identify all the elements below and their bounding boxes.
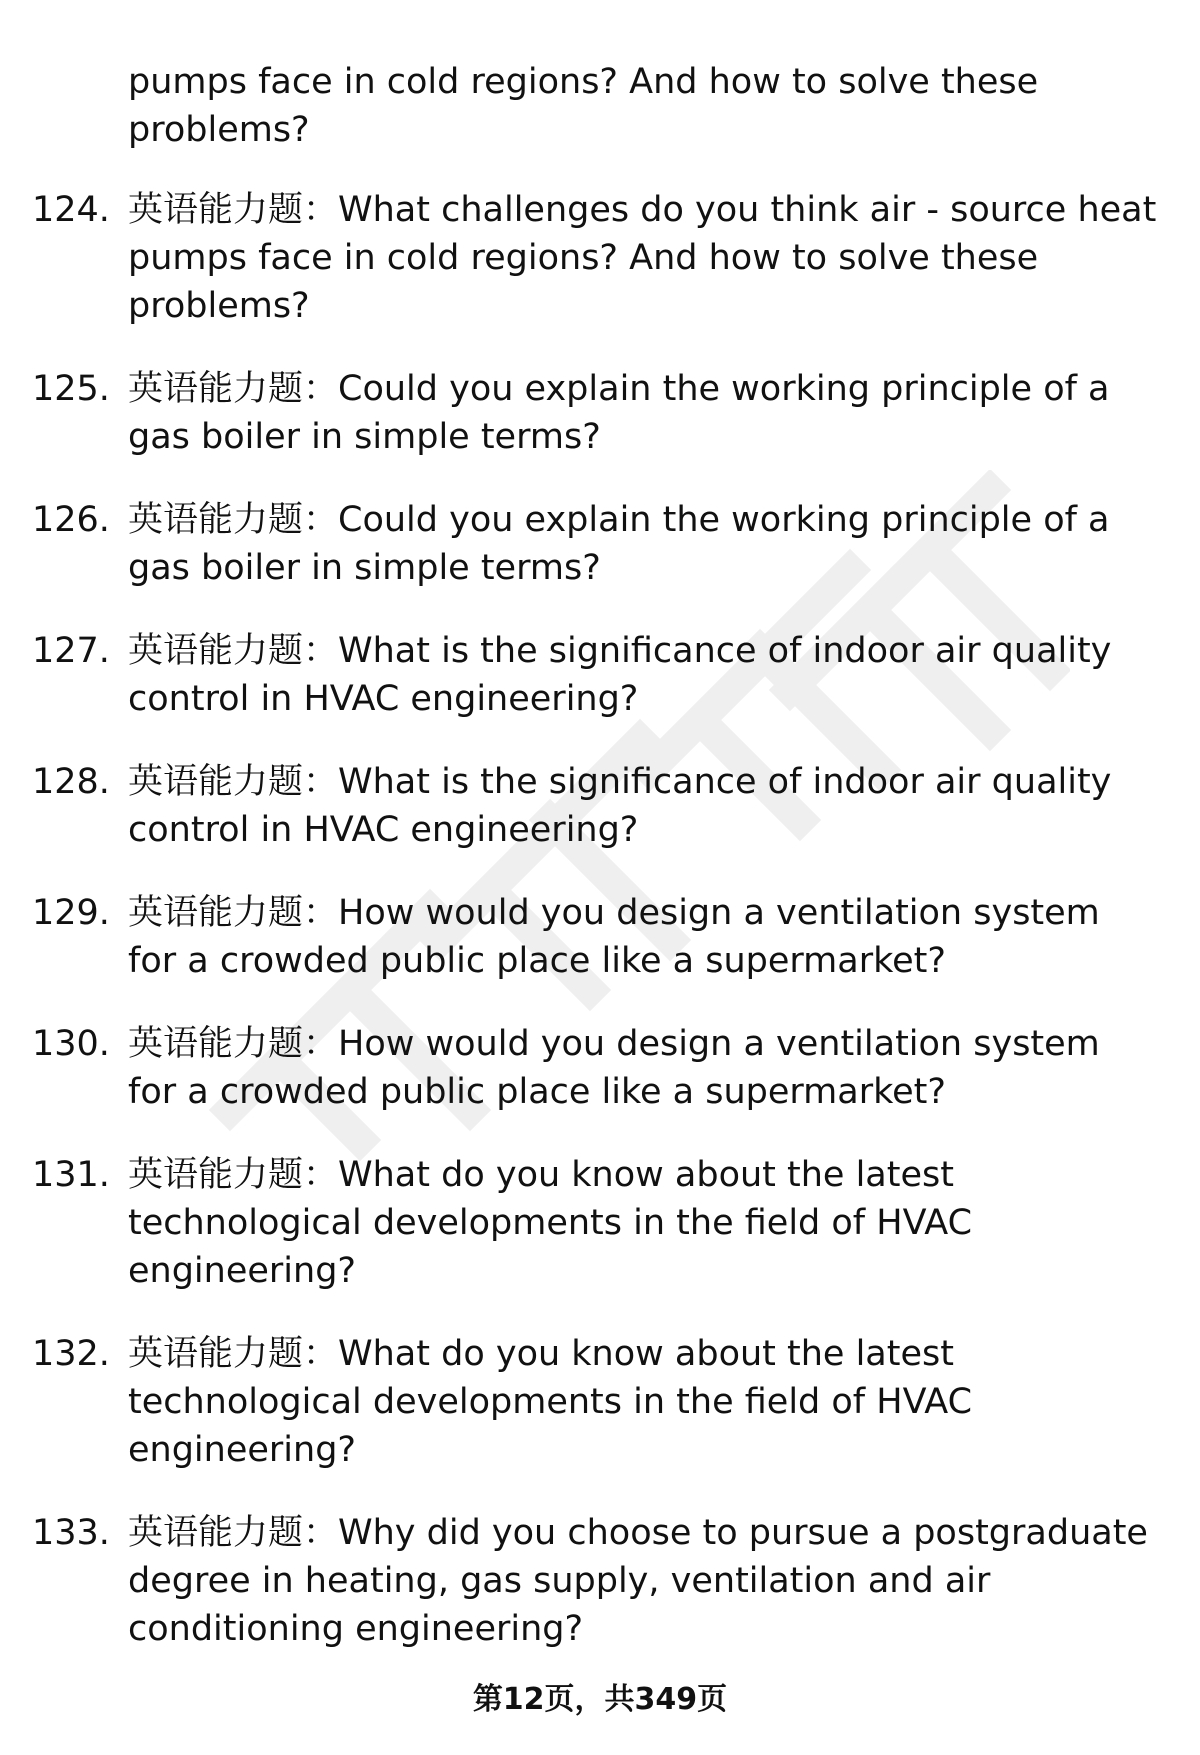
question-item [0,496,1158,592]
question-number: 126. [32,500,110,540]
question-category-label: 英语能力题： [128,1024,339,1064]
question-number: 128. [32,762,110,802]
question-number: 127. [32,631,110,671]
question-number: 132. [32,1334,110,1374]
question-number: 125. [32,369,110,409]
question-item [0,1330,1158,1474]
question-text: What do you know about the latest technological developments in the field of HVAC engineering? [128,1155,973,1291]
question-text: What challenges do you think air - source heat pumps face in cold regions? And how to solve these problems? [128,190,1157,326]
question-text: Why did you choose to pursue a postgraduate degree in heating, gas supply, ventilation and air conditioning engineering? [128,1513,1148,1649]
question-item [0,1151,1158,1295]
question-item [0,889,1158,985]
question-number: 133. [32,1513,110,1553]
question-category-label: 英语能力题： [128,369,339,409]
question-text: Could you explain the working principle of a gas boiler in simple terms? [128,369,1110,457]
question-item [0,758,1158,854]
question-category-label: 英语能力题： [128,1334,339,1374]
question-category-label: 英语能力题： [128,893,339,933]
question-number: 124. [32,190,110,230]
page-footer: 第12页，共349页 [472,1682,728,1717]
question-text: How would you design a ventilation system for a crowded public place like a supermarket? [128,893,1100,981]
question-list [0,186,1200,1688]
question-category-label: 英语能力题： [128,762,339,802]
question-item [0,1509,1158,1653]
continued-question-text: pumps face in cold regions? And how to solve these problems? [128,62,1039,150]
question-text: How would you design a ventilation system for a crowded public place like a supermarket? [128,1024,1100,1112]
question-number: 129. [32,893,110,933]
question-text: What is the significance of indoor air quality control in HVAC engineering? [128,631,1112,719]
question-category-label: 英语能力题： [128,500,339,540]
question-category-label: 英语能力题： [128,631,339,671]
question-item [0,627,1158,723]
question-category-label: 英语能力题： [128,190,339,230]
question-number: 131. [32,1155,110,1195]
question-item [0,1020,1158,1116]
question-item [0,186,1158,330]
question-category-label: 英语能力题： [128,1513,339,1553]
question-number: 130. [32,1024,110,1064]
question-item [0,365,1158,461]
question-text: Could you explain the working principle of a gas boiler in simple terms? [128,500,1110,588]
question-text: What do you know about the latest technological developments in the field of HVAC engineering? [128,1334,973,1470]
question-text: What is the significance of indoor air quality control in HVAC engineering? [128,762,1112,850]
question-category-label: 英语能力题： [128,1155,339,1195]
